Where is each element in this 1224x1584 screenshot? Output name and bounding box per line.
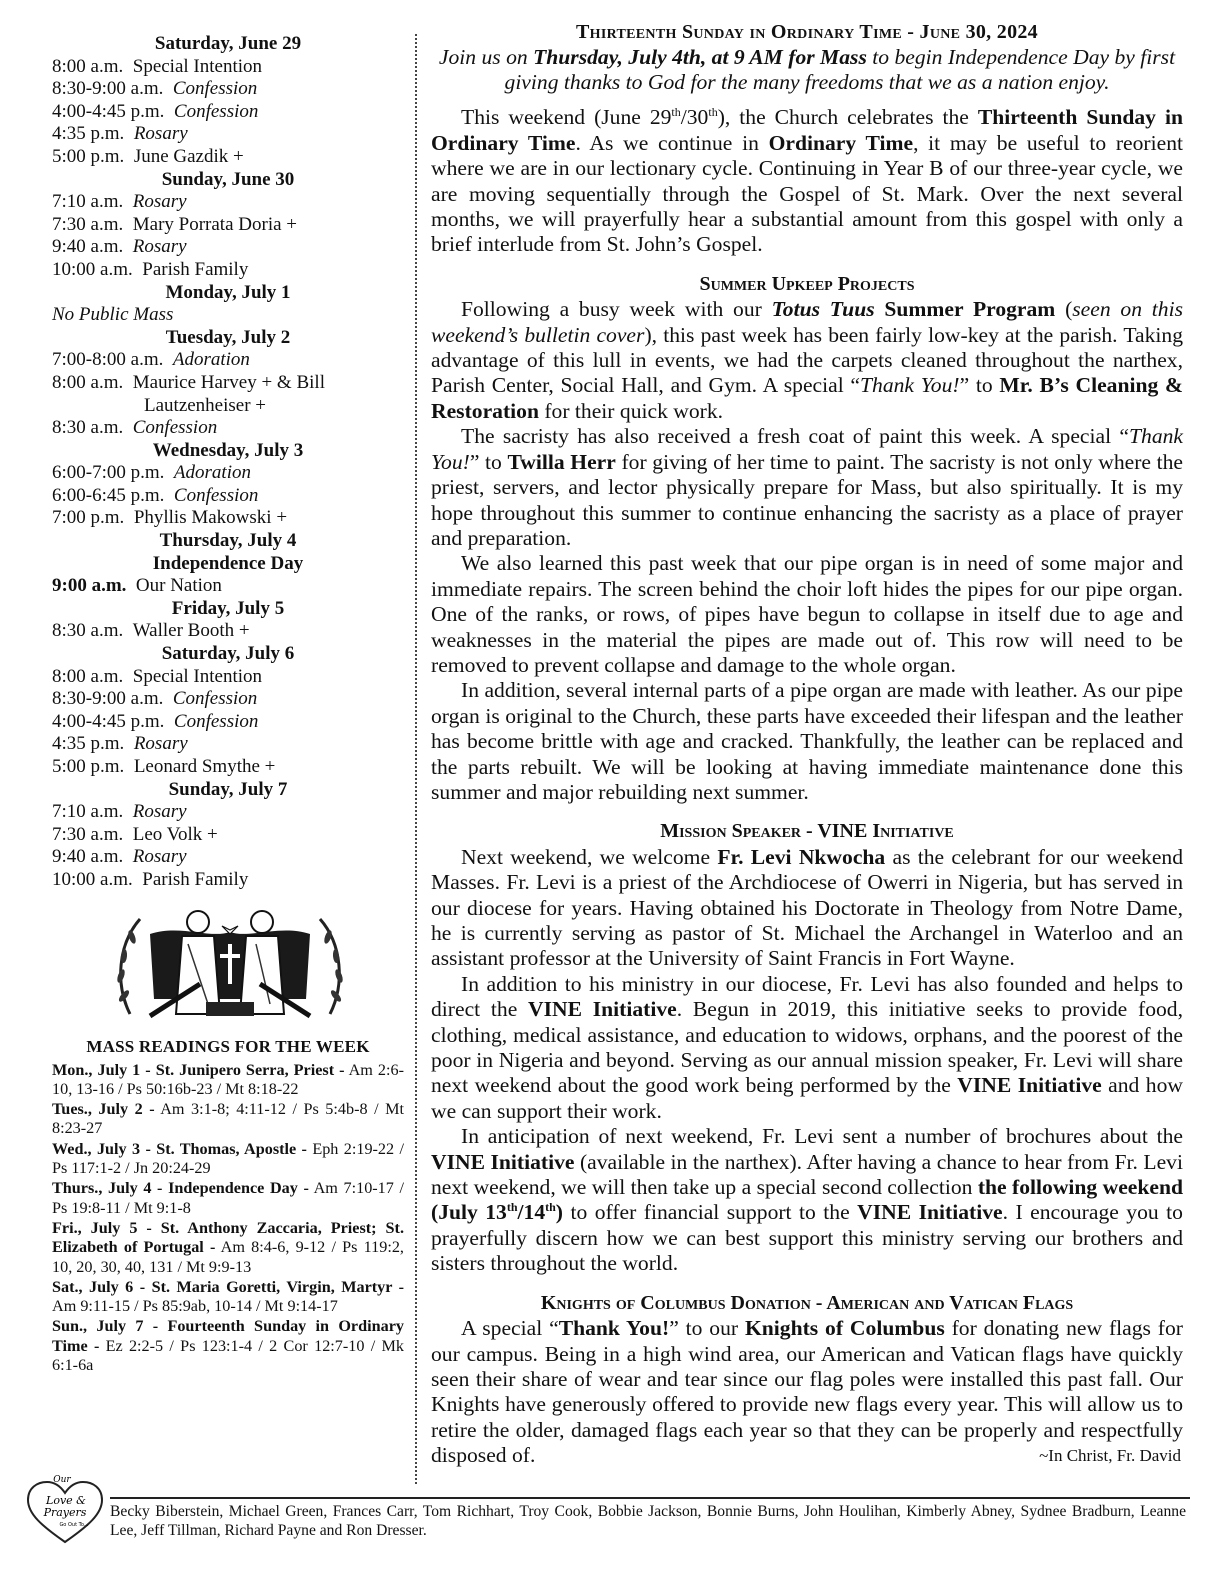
entry-time: 8:00 a.m. (52, 665, 124, 687)
entry-time: 7:30 a.m. (52, 213, 124, 235)
schedule-entry (52, 824, 404, 847)
entry-text: Confession (173, 100, 259, 122)
paragraph-mission-2: In addition to his ministry in our diocese, Fr. Levi has also founded and helps to direct the VINE Initiative. Begun in 2019, this initiative seeks to provide food, clothing, medical assistance, and education to widows, orphans, and the poorest of the poor in Nigeria and beyond. Serving as our annual mission speaker, Fr. Levi will share next weekend about the good work being performed by the VINE Initiative and how we can support their work. (431, 971, 1183, 1123)
entry-text: Adoration (172, 349, 250, 371)
schedule-entry (52, 123, 404, 146)
schedule-day: Sunday, July 7 (168, 778, 288, 800)
entry-text: Mary Porrata Doria + (132, 213, 297, 235)
readings-list (52, 1061, 404, 1376)
paragraph-mission-1: Next weekend, we welcome Fr. Levi Nkwocha as the celebrant for our weekend Masses. Fr. Levi is a priest of the Archdiocese of Owerri in Nigeria, but has served in our diocese for years. Having obtained his Doctorate in Theology from Notre Dame, he is currently serving as pastor of St. Michael the Archangel in Waterloo and an assistant professor at the University of Saint Francis in Fort Wayne. (431, 844, 1184, 971)
main-heading: Thirteenth Sunday in Ordinary Time - June 30, 2024 (576, 21, 1038, 43)
heart-logo-icon (22, 1474, 108, 1546)
entry-text: Adoration (173, 462, 251, 484)
entry-text: Special Intention (132, 55, 263, 77)
paragraph-summer-1: Following a busy week with our Totus Tuus Summer Program (seen on this weekend’s bulletin cover), this past week has been fairly low-key at the parish. Taking advantage of this lull in events, we had the carpets cleaned throughout the narthex, Parish Center, Social Hall, and Gym. A special “Thank You!” to Mr. B’s Cleaning & Restoration for their quick work. (431, 297, 1184, 423)
schedule-day: Saturday, July 6 (161, 643, 295, 665)
entry-time: 6:00-7:00 p.m. (52, 462, 165, 484)
paragraph-summer-4: In addition, several internal parts of a pipe organ are made with leather. As our pipe organ is original to the Church, these parts have exceeded their lifespan and the leather has become brittle with age and cracked. Thankfully, the leather can be replaced and the parts rebuilt. We will be looking at having immediate maintenance done this summer and major rebuilding next summer. (431, 678, 1183, 804)
reading-item (52, 1140, 404, 1179)
entry-text: Maurice Harvey + & Bill (132, 371, 325, 393)
schedule-entry (52, 801, 404, 824)
mass-schedule (52, 33, 404, 892)
paragraph-summer-2: The sacristy has also received a fresh coat of paint this week. A special “Thank You!” to Twilla Herr for giving of her time to paint. The sacristy is not only where the priest, servers, and lector physically prepare for Mass, but also spiritually. It is my hope throughout this summer to continue enhancing the sacristy as a place of prayer and preparation. (431, 424, 1184, 550)
schedule-entry (52, 236, 404, 259)
schedule-day: Tuesday, July 2 (165, 326, 291, 348)
schedule-entry (52, 349, 404, 372)
reading-refs: Am 3:1-8; 4:11-12 / Ps 5:4b-8 / Mt 8:23-27 (52, 1100, 404, 1138)
entry-text: June Gazdik + (133, 145, 244, 167)
entry-time: 9:00 a.m. (52, 575, 127, 597)
reading-label: Sun., July 7 - Fourteenth Sunday in Ordinary Time - (52, 1317, 404, 1355)
entry-text: Rosary (133, 123, 188, 145)
schedule-entry (52, 146, 404, 169)
apostles-illustration-icon (110, 904, 350, 1022)
entry-text: Confession (172, 688, 258, 710)
logo-text-bottom: Go Out To... (59, 1522, 89, 1528)
entry-time: 6:00-6:45 p.m. (52, 484, 165, 506)
intro-text: Join us on Thursday, July 4th, at 9 AM for Mass to begin Independence Day by first giving thanks to God for the many freedoms that we as a nation enjoy. (438, 45, 1176, 95)
entry-text: Rosary (132, 801, 187, 823)
reading-item (52, 1278, 404, 1317)
entry-text: No Public Mass (52, 304, 174, 326)
entry-text: Special Intention (132, 665, 263, 687)
entry-time: 5:00 p.m. (52, 756, 125, 777)
logo-text-mid2: Prayers (43, 1506, 87, 1519)
schedule-entry (52, 56, 404, 79)
schedule-day: Thursday, July 4 (159, 530, 297, 552)
entry-text: Parish Family (142, 868, 249, 890)
entry-time: 7:00 p.m. (52, 507, 125, 529)
signature: ~In Christ, Fr. David (1039, 1446, 1181, 1466)
reading-refs: Am 2:6-10, 13-16 / Ps 50:16b-23 / Mt 8:18-22 (52, 1060, 404, 1098)
entry-text: Confession (172, 78, 258, 100)
schedule-entry (52, 711, 404, 734)
entry-time: 8:30-9:00 a.m. (52, 78, 164, 100)
entry-text: Leonard Smythe + (133, 756, 276, 777)
paragraph-ordinary-time: This weekend (June 29th/30th), the Church celebrates the Thirteenth Sunday in Ordinary Time. As we continue in Ordinary Time, it may be useful to reorient where we are in our lectionary cycle. Continuing in Year B of our three-year cycle, we are moving sequentially through the Gospel of St. Mark. Over the next several months, we will prayerfully hear a substantial amount from this gospel with only a brief interlude from St. John’s Gospel. (431, 105, 1183, 257)
schedule-entry (52, 395, 404, 418)
entry-text: Our Nation (135, 575, 222, 597)
schedule-entry (52, 846, 404, 869)
knights-heading: Knights of Columbus Donation - American and Vatican Flags (540, 1291, 1074, 1314)
reading-label: Thurs., July 4 - Independence Day - (52, 1179, 309, 1198)
entry-time: 7:00-8:00 a.m. (52, 349, 164, 371)
schedule-entry (52, 869, 404, 892)
reading-item (52, 1100, 404, 1139)
logo-text-mid1: Love & (46, 1494, 86, 1507)
reading-refs: Am 7:10-17 / Ps 19:8-11 / Mt 9:1-8 (52, 1179, 404, 1217)
column-divider (415, 34, 417, 1484)
paragraph-mission-3: In anticipation of next weekend, Fr. Levi sent a number of brochures about the VINE Initiative (available in the narthex). After having a chance to hear from Fr. Levi next weekend, we will then take up a special second collection the following weekend (July 13th/14th) to offer financial support to the VINE Initiative. I encourage you to prayerfully discern how we can best support this ministry serving our brothers and sisters throughout the world. (431, 1124, 1183, 1276)
entry-time: 7:30 a.m. (52, 823, 124, 845)
readings-title: MASS READINGS FOR THE WEEK (86, 1036, 370, 1056)
reading-label: Sat., July 6 - St. Maria Goretti, Virgin, Martyr - (52, 1277, 404, 1296)
schedule-entry (52, 733, 404, 756)
entry-time: 4:35 p.m. (52, 123, 125, 145)
reading-item (52, 1317, 404, 1375)
schedule-entry (52, 688, 404, 711)
reading-label: Mon., July 1 - St. Junipero Serra, Priest - (52, 1060, 345, 1079)
reading-item (52, 1219, 404, 1277)
reading-refs: Am 9:11-15 / Ps 85:9ab, 10-14 / Mt 9:14-17 (52, 1297, 338, 1316)
reading-item (52, 1061, 404, 1100)
entry-time: 5:00 p.m. (52, 145, 125, 167)
mission-heading: Mission Speaker - VINE Initiative (660, 820, 954, 843)
schedule-entry (52, 666, 404, 689)
schedule-entry (52, 507, 404, 530)
schedule-day: Sunday, June 30 (161, 168, 295, 190)
entry-time: 7:10 a.m. (52, 801, 124, 823)
schedule-entry (52, 462, 404, 485)
schedule-entry (52, 417, 404, 440)
schedule-entry: Independence Day (152, 552, 304, 574)
schedule-entry (52, 304, 404, 327)
entry-time: 10:00 a.m. (52, 258, 133, 280)
schedule-entry (52, 756, 404, 779)
entry-time: 8:30 a.m. (52, 417, 124, 439)
entry-time: 9:40 a.m. (52, 846, 124, 868)
reading-item (52, 1179, 404, 1218)
entry-text: Rosary (132, 191, 187, 213)
entry-time: 4:00-4:45 p.m. (52, 710, 165, 732)
entry-text: Parish Family (142, 258, 249, 280)
entry-time: 4:00-4:45 p.m. (52, 100, 165, 122)
entry-time: 4:35 p.m. (52, 733, 125, 755)
reading-label: Tues., July 2 - (52, 1100, 155, 1119)
reading-label: Fri., July 5 - St. Anthony Zaccaria, Priest; St. Elizabeth of Portugal - (52, 1218, 404, 1257)
entry-time: 8:30 a.m. (52, 620, 124, 642)
entry-text: Confession (173, 484, 259, 506)
left-column (52, 33, 404, 1376)
reading-label: Wed., July 3 - St. Thomas, Apostle - (52, 1139, 307, 1158)
logo-text-top: Our (53, 1475, 71, 1485)
entry-text: Phyllis Makowski + (133, 507, 288, 529)
entry-text: Confession (132, 417, 218, 439)
entry-text: Waller Booth + (132, 620, 250, 642)
entry-text: Rosary (132, 236, 187, 258)
paragraph-knights: A special “Thank You!” to our Knights of Columbus for donating new flags for our campus. Being in a high wind area, our American and Vatican flags have quickly seen their share of wear and tear since our flag poles were installed this past fall. Our Knights have generously offered to provide new flags every year. This will allow us to retire the older, damaged flags each year so that they can be properly and respectfully disposed of. (431, 1316, 1183, 1468)
knights-block (431, 1316, 1183, 1468)
schedule-entry (52, 575, 404, 598)
reading-refs: Am 8:4-6, 9-12 / Ps 119:2, 10, 20, 30, 40, 131 / Mt 9:9-13 (52, 1238, 404, 1276)
schedule-entry (52, 214, 404, 237)
schedule-day: Monday, July 1 (165, 281, 291, 303)
schedule-entry (52, 259, 404, 282)
footer-rule (110, 1497, 1190, 1499)
schedule-day: Wednesday, July 3 (152, 439, 304, 461)
entry-time: 8:30-9:00 a.m. (52, 688, 164, 710)
prayer-list: Becky Biberstein, Michael Green, Frances Carr, Tom Richhart, Troy Cook, Bobbie Jackson, Bonnie Burns, John Houlihan, Kimberly Abney, Sydnee Bradburn, Leanne Lee, Jeff Tillman, Richard Payne and Ron Dresser. (110, 1503, 1186, 1539)
schedule-entry (52, 620, 404, 643)
entry-time: 10:00 a.m. (52, 868, 133, 890)
paragraph-summer-3: We also learned this past week that our pipe organ is in need of some major and immediate repairs. The screen behind the choir loft hides the pipes for our pipe organ. One of the ranks, or rows, of pipes have begun to collapse in itself due to age and weaknesses in the material the pipes are made out of. This row will need to be removed to prevent collapse and damage to the whole organ. (431, 551, 1183, 677)
schedule-entry (52, 485, 404, 508)
entry-time: 8:00 a.m. (52, 371, 124, 393)
entry-text: Rosary (132, 846, 187, 868)
summer-heading: Summer Upkeep Projects (699, 272, 915, 295)
reading-refs: Eph 2:19-22 / Ps 117:1-2 / Jn 20:24-29 (52, 1139, 404, 1178)
entry-text: Lautzenheiser + (144, 394, 267, 416)
entry-time: 7:10 a.m. (52, 191, 124, 213)
reading-refs: Ez 2:2-5 / Ps 123:1-4 / 2 Cor 12:7-10 / Mk 6:1-6a (52, 1336, 404, 1375)
schedule-entry (52, 372, 404, 395)
schedule-day: Friday, July 5 (171, 597, 285, 619)
entry-text: Confession (173, 710, 259, 732)
entry-time: 8:00 a.m. (52, 55, 124, 77)
right-column (431, 20, 1183, 1469)
schedule-entry (52, 191, 404, 214)
entry-text: Leo Volk + (132, 823, 218, 845)
entry-time: 9:40 a.m. (52, 236, 124, 258)
schedule-entry (52, 101, 404, 124)
schedule-entry (52, 78, 404, 101)
schedule-day: Saturday, June 29 (154, 33, 302, 54)
entry-text: Rosary (133, 733, 188, 755)
